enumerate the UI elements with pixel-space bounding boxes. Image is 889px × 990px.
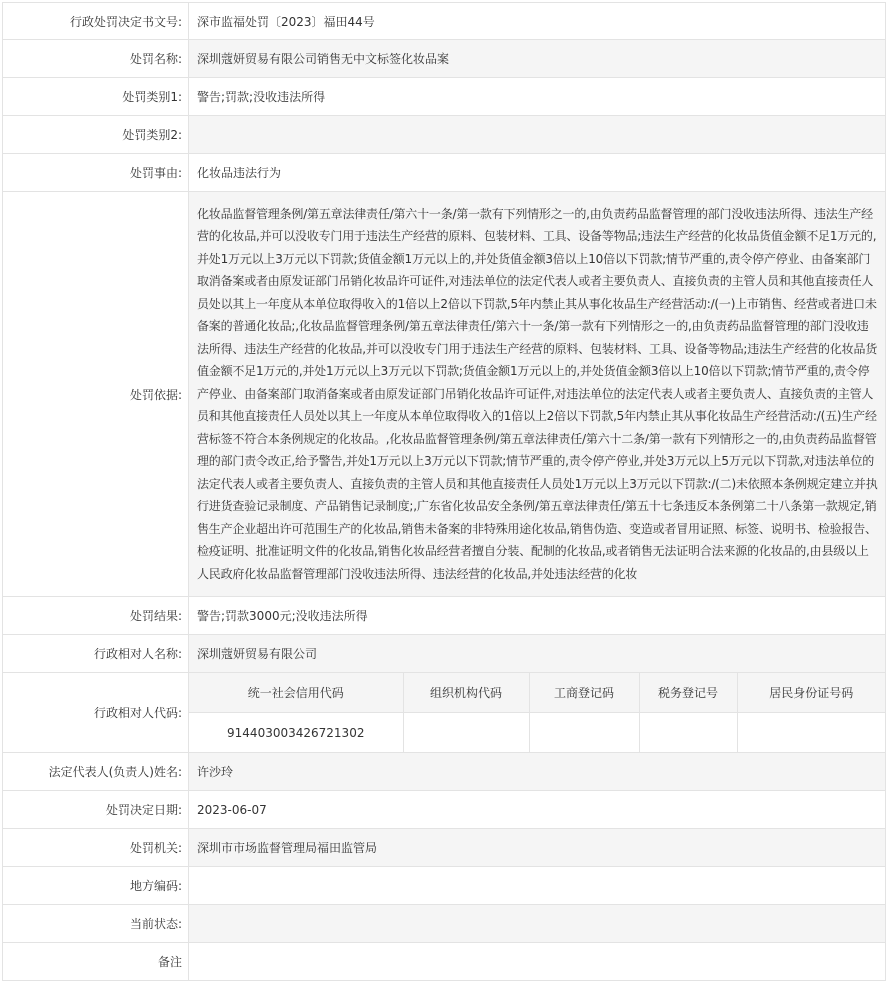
label-reason: 处罚事由: [3, 154, 189, 192]
row-region-code [3, 867, 886, 905]
header-id-number: 居民身份证号码 [737, 673, 885, 713]
header-business-reg: 工商登记码 [529, 673, 639, 713]
row-reason [3, 154, 886, 192]
row-decision-no [3, 3, 886, 40]
value-status [189, 905, 886, 943]
value-org-code [403, 713, 529, 753]
value-category2 [189, 116, 886, 154]
header-tax-reg: 税务登记号 [639, 673, 737, 713]
label-party-name: 行政相对人名称: [3, 635, 189, 673]
value-business-reg [529, 713, 639, 753]
label-result: 处罚结果: [3, 597, 189, 635]
row-legal-rep [3, 753, 886, 791]
value-decision-no: 深市监福处罚〔2023〕福田44号 [189, 3, 886, 40]
value-region-code [189, 867, 886, 905]
label-decision-no: 行政处罚决定书文号: [3, 3, 189, 40]
label-remark: 备注 [3, 943, 189, 981]
label-region-code: 地方编码: [3, 867, 189, 905]
row-authority [3, 829, 886, 867]
row-case-name [3, 40, 886, 78]
label-status: 当前状态: [3, 905, 189, 943]
value-basis: 化妆品监督管理条例/第五章法律责任/第六十一条/第一款有下列情形之一的,由负责药品监督管理的部门没收违法所得、违法生产经营的化妆品,并可以没收专门用于违法生产经营的原料、包装材料、工具、设备等物品;违法生产经营的化妆品货值金额不足1万元的,并处1万元以上3万元以下罚款;货值金额1万元以上的,并处货值金额3倍以上10倍以下罚款;情节严重的,责令停产停业、由备案部门取消备案或者由原发证部门吊销化妆品许可证件,对违法单位的法定代表人或者主要负责人、直接负责的主管人员和其他直接责任人员处以其上一年度从本单位取得收入的1倍以上2倍以下罚款,5年内禁止其从事化妆品生产经营活动:/(一)上市销售、经营或者进口未备案的普通化妆品;,化妆品监督管理条例/第五章法律责任/第六十一条/第一款有下列情形之一的,由负责药品监督管理的部门没收违法所得、违法生产经营的化妆品,并可以没收专门用于违法生产经营的原料、包装材料、工具、设备等物品;违法生产经营的化妆品货值金额不足1万元的,并处1万元以上3万元以下罚款;货值金额1万元以上的,并处货值金额3倍以上10倍以下罚款;情节严重的,责令停产停业、由备案部门取消备案或者由原发证部门吊销化妆品许可证件,对违法单位的法定代表人或者主要负责人、直接负责的主管人员和其他直接责任人员处以其上一年度从本单位取得收入的1倍以上2倍以下罚款,5年内禁止其从事化妆品生产经营活动:/(五)生产经营标签不符合本条例规定的化妆品。,化妆品监督管理条例/第五章法律责任/第六十二条/第一款有下列情形之一的,由负责药品监督管理的部门责令改正,给予警告,并处1万元以上3万元以下罚款;情节严重的,责令停产停业,并处3万元以上5万元以下罚款,对违法单位的法定代表人或者主要负责人、直接负责的主管人员和其他直接责任人员处1万元以上3万元以下罚款:/(二)未依照本条例规定建立并执行进货查验记录制度、产品销售记录制度;,广东省化妆品安全条例/第五章法律责任/第五十七条违反本条例第二十八条第一款规定,销售生产企业超出许可范围生产的化妆品,销售未备案的非特殊用途化妆品,销售伪造、变造或者冒用证照、标签、说明书、检验报告、检疫证明、批准证明文件的化妆品,销售化妆品经营者擅自分装、配制的化妆品,或者销售无法证明合法来源的化妆品的,由县级以上人民政府化妆品监督管理部门没收违法所得、违法经营的化妆品,并处违法经营的化妆 [189, 192, 886, 597]
label-case-name: 处罚名称: [3, 40, 189, 78]
value-credit-code: 914403003426721302 [189, 713, 403, 753]
row-decision-date [3, 791, 886, 829]
header-org-code: 组织机构代码 [403, 673, 529, 713]
label-category2: 处罚类别2: [3, 116, 189, 154]
value-case-name: 深圳蔻妍贸易有限公司销售无中文标签化妆品案 [189, 40, 886, 78]
value-party-name: 深圳蔻妍贸易有限公司 [189, 635, 886, 673]
party-code-cell [189, 673, 886, 753]
party-code-table [189, 673, 885, 752]
header-credit-code: 统一社会信用代码 [189, 673, 403, 713]
row-category1 [3, 78, 886, 116]
value-reason: 化妆品违法行为 [189, 154, 886, 192]
row-result [3, 597, 886, 635]
label-category1: 处罚类别1: [3, 78, 189, 116]
row-party-code [3, 673, 886, 753]
party-code-value-row [189, 713, 885, 753]
value-remark [189, 943, 886, 981]
party-code-header-row [189, 673, 885, 713]
value-decision-date: 2023-06-07 [189, 791, 886, 829]
value-id-number [737, 713, 885, 753]
value-tax-reg [639, 713, 737, 753]
label-decision-date: 处罚决定日期: [3, 791, 189, 829]
value-result: 警告;罚款3000元;没收违法所得 [189, 597, 886, 635]
value-legal-rep: 许沙玲 [189, 753, 886, 791]
label-basis: 处罚依据: [3, 192, 189, 597]
label-legal-rep: 法定代表人(负责人)姓名: [3, 753, 189, 791]
row-status [3, 905, 886, 943]
penalty-detail-table [2, 2, 886, 981]
row-remark [3, 943, 886, 981]
value-category1: 警告;罚款;没收违法所得 [189, 78, 886, 116]
row-category2 [3, 116, 886, 154]
value-authority: 深圳市市场监督管理局福田监管局 [189, 829, 886, 867]
label-authority: 处罚机关: [3, 829, 189, 867]
row-party-name [3, 635, 886, 673]
label-party-code: 行政相对人代码: [3, 673, 189, 753]
row-basis [3, 192, 886, 597]
